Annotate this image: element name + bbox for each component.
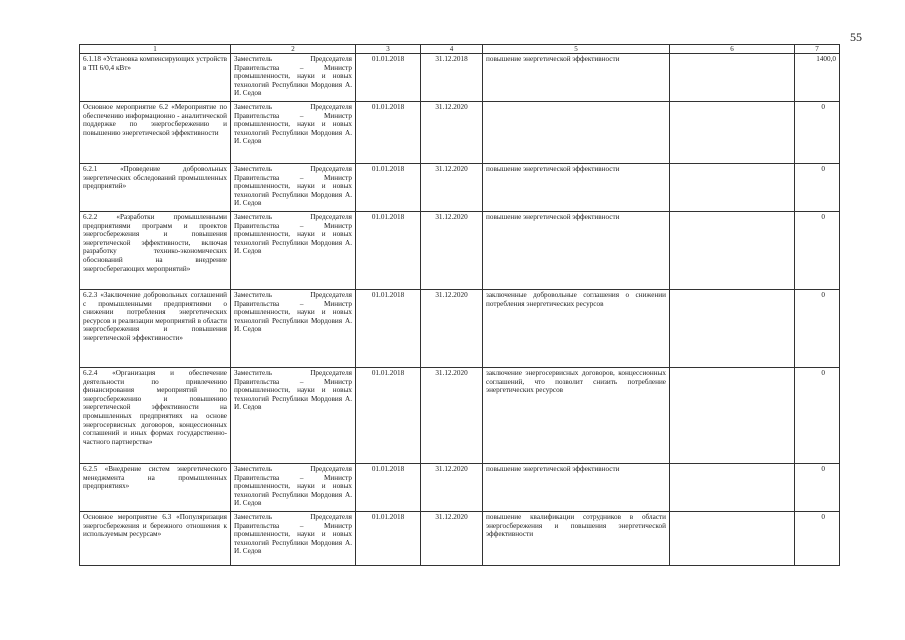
table-row (80, 102, 840, 164)
table-row (80, 290, 840, 368)
column-number-row (80, 45, 840, 54)
expected-result: повышение энергетической эффективности (483, 212, 670, 290)
column-6-cell (670, 464, 795, 512)
column-number: 3 (356, 45, 421, 54)
column-6-cell (670, 512, 795, 566)
column-6-cell (670, 212, 795, 290)
page-number: 55 (850, 30, 862, 44)
start-date: 01.01.2018 (356, 464, 421, 512)
column-6-cell (670, 102, 795, 164)
measure-name: 6.2.3 «Заключение добровольных соглашений с промышленными предприятиями о снижении потребления энергетических ресурсов и реализации мероприятий в области энергосбережения и повышения энергетической эффективности» (80, 290, 231, 368)
column-6-cell (670, 290, 795, 368)
start-date: 01.01.2018 (356, 212, 421, 290)
measure-name: 6.1.18 «Установка компенсирующих устройств в ТП 6/0,4 кВт» (80, 54, 231, 102)
start-date: 01.01.2018 (356, 368, 421, 464)
end-date: 31.12.2020 (421, 212, 483, 290)
responsible-person: Заместитель Председателя Правительства – Министр промышленности, науки и новых технологий Республики Мордовия А. И. Седов (231, 102, 356, 164)
start-date: 01.01.2018 (356, 164, 421, 212)
expected-result: заключение энергосервисных договоров, концессионных соглашений, что позволит снизить потребление энергетических ресурсов (483, 368, 670, 464)
measure-name: 6.2.4 «Организация и обеспечение деятельности по привлечению финансирования мероприятий по энергосбережению и повышению энергетической эффективности на промышленных предприятиях на основе энергосервисных договоров, концессионных соглашений и иных формах государственно-частного партнерства» (80, 368, 231, 464)
column-6-cell (670, 164, 795, 212)
start-date: 01.01.2018 (356, 290, 421, 368)
column-6-cell (670, 54, 795, 102)
responsible-person: Заместитель Председателя Правительства – Министр промышленности, науки и новых технологий Республики Мордовия А. И. Седов (231, 54, 356, 102)
responsible-person: Заместитель Председателя Правительства – Министр промышленности, науки и новых технологий Республики Мордовия А. И. Седов (231, 164, 356, 212)
measures-table (79, 44, 840, 566)
responsible-person: Заместитель Председателя Правительства – Министр промышленности, науки и новых технологий Республики Мордовия А. И. Седов (231, 512, 356, 566)
funding-value: 0 (795, 290, 840, 368)
table-row (80, 464, 840, 512)
start-date: 01.01.2018 (356, 102, 421, 164)
funding-value: 0 (795, 164, 840, 212)
expected-result: повышение энергетической эффективности (483, 164, 670, 212)
funding-value: 0 (795, 464, 840, 512)
responsible-person: Заместитель Председателя Правительства – Министр промышленности, науки и новых технологий Республики Мордовия А. И. Седов (231, 212, 356, 290)
column-number: 4 (421, 45, 483, 54)
measure-name: Основное мероприятие 6.2 «Мероприятие по обеспечению информационно - аналитической поддержке по энергосбережению и повышению энергетической эффективности (80, 102, 231, 164)
end-date: 31.12.2020 (421, 164, 483, 212)
end-date: 31.12.2018 (421, 54, 483, 102)
end-date: 31.12.2020 (421, 368, 483, 464)
column-6-cell (670, 368, 795, 464)
end-date: 31.12.2020 (421, 290, 483, 368)
end-date: 31.12.2020 (421, 512, 483, 566)
table-row (80, 164, 840, 212)
start-date: 01.01.2018 (356, 54, 421, 102)
responsible-person: Заместитель Председателя Правительства – Министр промышленности, науки и новых технологий Республики Мордовия А. И. Седов (231, 290, 356, 368)
table-row (80, 212, 840, 290)
start-date: 01.01.2018 (356, 512, 421, 566)
table-row (80, 512, 840, 566)
end-date: 31.12.2020 (421, 102, 483, 164)
column-number: 5 (483, 45, 670, 54)
measure-name: 6.2.1 «Проведение добровольных энергетических обследований промышленных предприятий» (80, 164, 231, 212)
table-row (80, 54, 840, 102)
measure-name: 6.2.2 «Разработки промышленными предприятиями программ и проектов энергосбережения и повышения энергетической эффективности, включая разработку технико-экономических обоснований на внедрение энергосберегающих мероприятий» (80, 212, 231, 290)
measure-name: Основное мероприятие 6.3 «Популяризация энергосбережения и бережного отношения к используемым ресурсам» (80, 512, 231, 566)
expected-result: повышение квалификации сотрудников в области энергосбережения и повышения энергетической эффективности (483, 512, 670, 566)
funding-value: 0 (795, 102, 840, 164)
expected-result (483, 102, 670, 164)
funding-value: 0 (795, 512, 840, 566)
funding-value: 1400,0 (795, 54, 840, 102)
table-row (80, 368, 840, 464)
funding-value: 0 (795, 212, 840, 290)
column-number: 2 (231, 45, 356, 54)
measure-name: 6.2.5 «Внедрение систем энергетического менеджмента на промышленных предприятиях» (80, 464, 231, 512)
column-number: 1 (80, 45, 231, 54)
expected-result: повышение энергетической эффективности (483, 54, 670, 102)
table-body (80, 45, 840, 566)
funding-value: 0 (795, 368, 840, 464)
end-date: 31.12.2020 (421, 464, 483, 512)
expected-result: повышение энергетической эффективности (483, 464, 670, 512)
column-number: 7 (795, 45, 840, 54)
responsible-person: Заместитель Председателя Правительства – Министр промышленности, науки и новых технологий Республики Мордовия А. И. Седов (231, 464, 356, 512)
responsible-person: Заместитель Председателя Правительства – Министр промышленности, науки и новых технологий Республики Мордовия А. И. Седов (231, 368, 356, 464)
expected-result: заключенные добровольные соглашения о снижении потребления энергетических ресурсов (483, 290, 670, 368)
column-number: 6 (670, 45, 795, 54)
